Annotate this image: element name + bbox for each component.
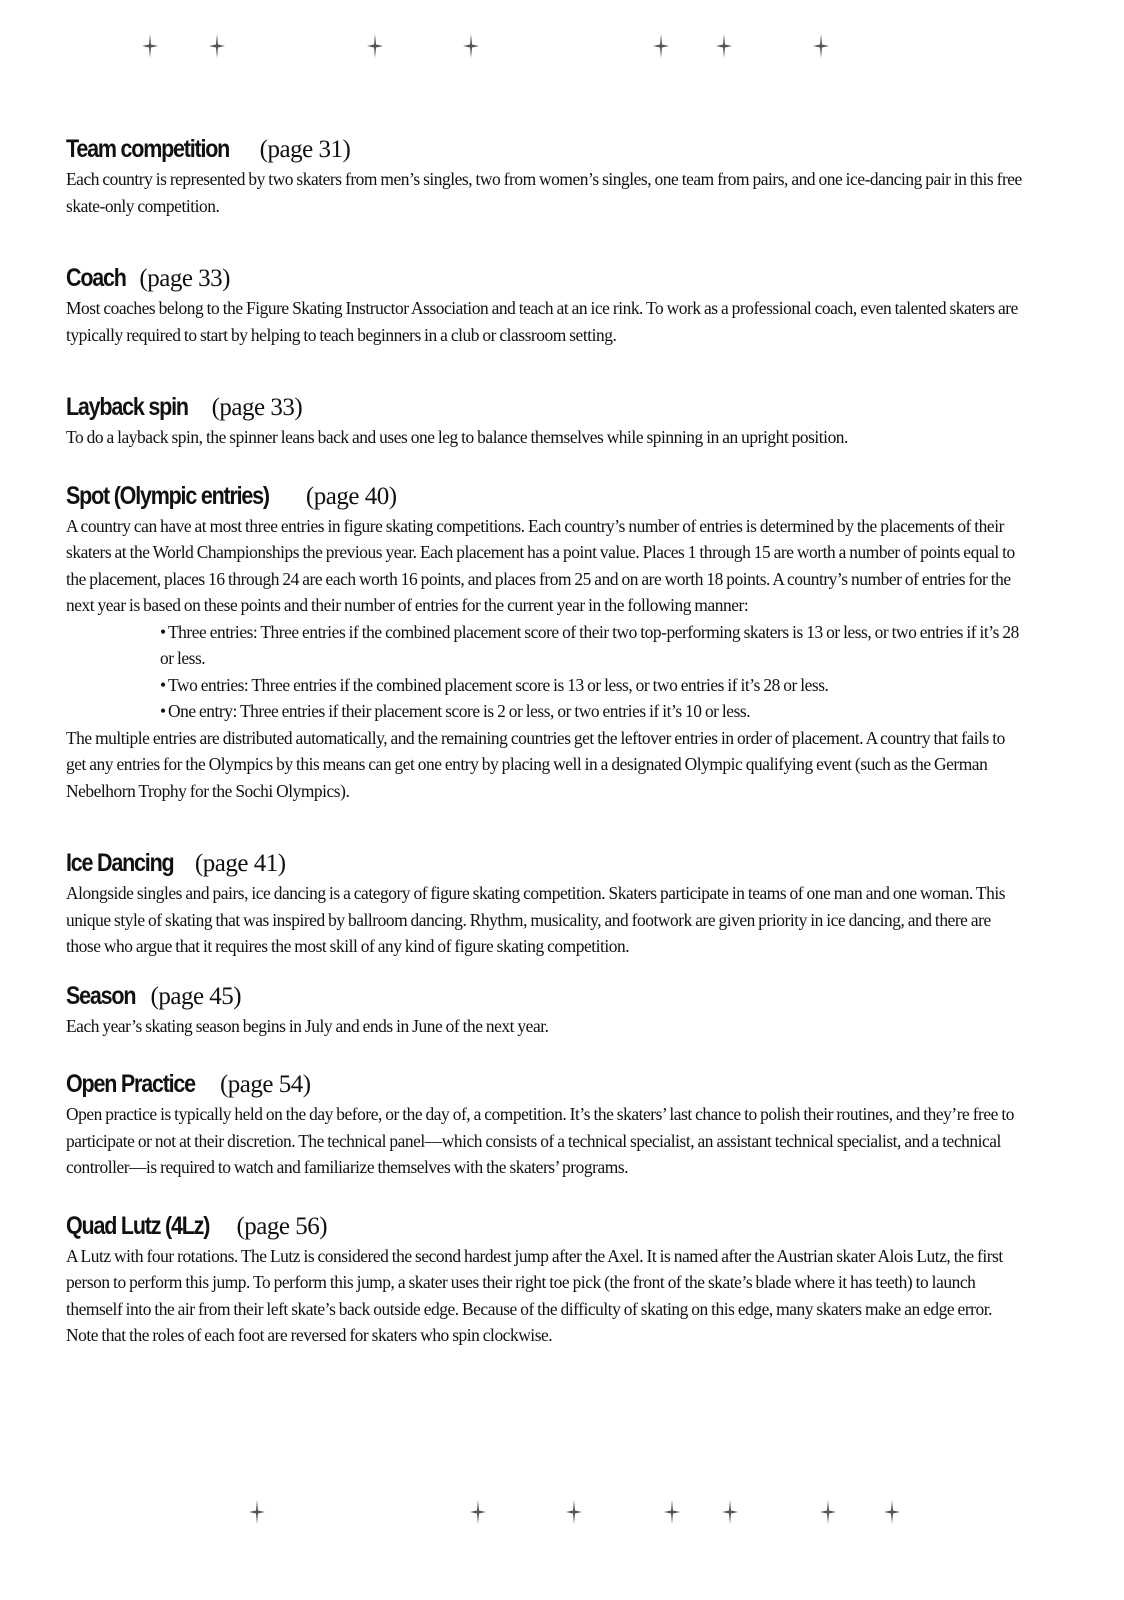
- list-item: • Three entries: Three entries if the combined placement score of their two top-performing skaters is 13 or less, or two entries if it’s 28 or less.: [160, 621, 1019, 668]
- list-item: • One entry: Three entries if their placement score is 2 or less, or two entries if it’s 10 or less.: [160, 701, 751, 721]
- sparkle-icon: [820, 1500, 836, 1524]
- entry-term: Layback spin: [66, 393, 188, 421]
- sparkle-icon: [664, 1500, 680, 1524]
- entry-term: Quad Lutz (4Lz): [66, 1211, 210, 1240]
- glossary-entry-team-competition: [66, 132, 1026, 219]
- entry-page-ref: (page 56): [236, 1212, 328, 1240]
- sparkle-icon: [249, 1500, 265, 1524]
- entry-heading: [66, 479, 1026, 513]
- entry-page-ref: (page 33): [211, 394, 303, 421]
- entry-heading: [66, 979, 1026, 1013]
- entry-page-ref: (page 33): [139, 265, 230, 292]
- list-item-text: Three entries: Three entries if the combined placement score of their two top-performing skaters is 13 or less, or two entries if it’s 28 or less.: [160, 621, 1019, 668]
- sparkle-icon: [884, 1500, 900, 1524]
- entry-heading: [66, 846, 1026, 880]
- sparkle-icon: [367, 34, 383, 58]
- glossary-entry-ice-dancing: [66, 846, 1026, 960]
- top-sparkle-row: [0, 34, 1124, 64]
- glossary: [66, 132, 1026, 1349]
- sparkle-icon: [463, 34, 479, 58]
- list-item-text: Two entries: Three entries if the combined placement score is 13 or less, or two entries if it’s 28 or less.: [168, 674, 829, 695]
- entry-heading: [66, 261, 1026, 295]
- entry-page-ref: (page 45): [150, 982, 242, 1010]
- entry-definition: Alongside singles and pairs, ice dancing is a category of figure skating competition. Skaters participate in teams of one man and one woman. This unique style of skating that was inspired by ballroom dancing. Rhythm, musicality, and footwork are given priority in ice dancing, and there are those who argue that it requires the most skill of any kind of figure skating competition.: [66, 883, 1006, 956]
- entry-heading: [66, 132, 1026, 166]
- list-item: • Two entries: Three entries if the combined placement score is 13 or less, or two entries if it’s 28 or less.: [160, 674, 829, 695]
- entry-term: Season: [66, 981, 136, 1010]
- entry-term: Coach: [66, 264, 126, 292]
- bottom-sparkle-row: [0, 1500, 1124, 1530]
- sparkle-icon: [142, 34, 158, 58]
- glossary-entry-layback-spin: [66, 390, 1026, 451]
- glossary-entry-quad-lutz: [66, 1209, 1026, 1349]
- entry-heading: [66, 1067, 1026, 1101]
- glossary-entry-season: [66, 979, 1026, 1040]
- sparkle-icon: [209, 34, 225, 58]
- sparkle-icon: [716, 34, 732, 58]
- entry-page-ref: (page 41): [194, 850, 286, 877]
- glossary-entry-coach: [66, 261, 1026, 348]
- entry-definition: A Lutz with four rotations. The Lutz is considered the second hardest jump after the Axel. It is named after the Austrian skater Alois Lutz, the first person to perform this jump. To perform this jump, a skater uses their right toe pick (the front of the skate’s blade where it has teeth) to launch themself into the air from their left skate’s back outside edge. Because of the difficulty of skating on this edge, many skaters make an edge error. Note that the roles of each foot are reversed for skaters who spin clockwise.: [66, 1245, 1003, 1345]
- entry-heading: [66, 1209, 1026, 1243]
- entry-definition: Open practice is typically held on the day before, or the day of, a competition. It’s the skaters’ last chance to polish their routines, and they’re free to participate or not at their discretion. The technical panel—which consists of a technical specialist, an assistant technical specialist, and a technical controller—is required to watch and familiarize themselves with the skaters’ programs.: [66, 1104, 1014, 1177]
- sparkle-icon: [566, 1500, 582, 1524]
- entry-term: Open Practice: [66, 1070, 195, 1098]
- entry-page-ref: (page 31): [259, 136, 351, 163]
- entry-heading: [66, 390, 1026, 424]
- glossary-entry-spot-olympic-entries: [66, 479, 1026, 805]
- entry-page-ref: (page 54): [219, 1071, 311, 1098]
- entry-rules-list: [66, 619, 1026, 725]
- entry-definition: Each year’s skating season begins in July and ends in June of the next year.: [66, 1015, 549, 1036]
- entry-definition: To do a layback spin, the spinner leans back and uses one leg to balance themselves while spinning in an upright position.: [66, 427, 848, 447]
- list-item-text: One entry: Three entries if their placement score is 2 or less, or two entries if it’s 10 or less.: [168, 701, 751, 721]
- entry-term: Spot (Olympic entries): [66, 481, 269, 510]
- entry-page-ref: (page 40): [305, 482, 397, 510]
- sparkle-icon: [722, 1500, 738, 1524]
- sparkle-icon: [653, 34, 669, 58]
- entry-definition: Most coaches belong to the Figure Skating Instructor Association and teach at an ice rink. To work as a professional coach, even talented skaters are typically required to start by helping to teach beginners in a club or classroom setting.: [66, 298, 1018, 345]
- glossary-entry-open-practice: [66, 1067, 1026, 1181]
- entry-definition-continued: The multiple entries are distributed automatically, and the remaining countries get the leftover entries in order of placement. A country that fails to get any entries for the Olympics by this means can get one entry by placing well in a designated Olympic qualifying event (such as the German Nebelhorn Trophy for the Sochi Olympics).: [66, 727, 1005, 801]
- entry-term: Team competition: [66, 135, 230, 163]
- entry-definition: Each country is represented by two skaters from men’s singles, two from women’s singles, one team from pairs, and one ice-dancing pair in this free skate-only competition.: [66, 169, 1022, 216]
- entry-term: Ice Dancing: [66, 849, 174, 877]
- sparkle-icon: [813, 34, 829, 58]
- sparkle-icon: [470, 1500, 486, 1524]
- entry-definition: A country can have at most three entries in figure skating competitions. Each country’s number of entries is determined by the placements of their skaters at the World Championships the previous year. Each placement has a point value. Places 1 through 15 are worth a number of points equal to the placement, places 16 through 24 are each worth 16 points, and places from 25 and on are worth 18 points. A country’s number of entries for the next year is based on these points and their number of entries for the current year in the following manner:: [66, 515, 1015, 615]
